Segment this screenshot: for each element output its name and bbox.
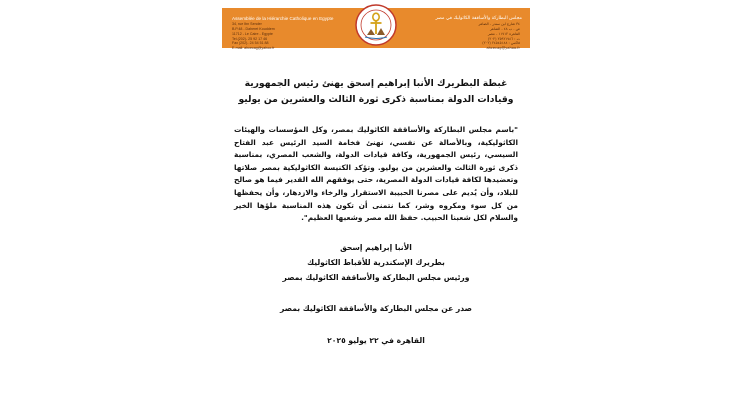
signatory-title: بطريرك الإسكندرية للأقباط الكاثوليك — [307, 258, 445, 267]
contact-line: 11712 - Le Caire - Egypte — [232, 31, 273, 36]
letterhead-name-ar: مجلس البطاركة والأساقفة الكاثوليك في مصر — [435, 16, 522, 21]
date-line: القاهرة في ٢٢ يوليو ٢٠٢٥ — [327, 336, 425, 345]
contact-line: القاهرة ١١٧١٢ - مصر — [487, 31, 520, 36]
issued-by-line: صدر عن مجلس البطاركة والأساقفة الكاثوليك بمصر — [279, 304, 473, 313]
council-seal-logo — [355, 4, 397, 46]
contact-line: فاكس : ٢٤٥٤٥١٨٨ (٢٠٢) — [482, 41, 520, 46]
contact-line: E-mail: ahcecag@yahoo.fr — [232, 46, 275, 51]
contact-line: Fax (202)- 24 54 51 88 — [232, 41, 269, 46]
signature-block — [232, 240, 520, 285]
contact-block-ar — [420, 22, 520, 51]
contact-line: ahcecag@yahoo.fr — [486, 46, 520, 51]
contact-line: Tel.(202)- 25 92 17 46 — [232, 36, 268, 41]
contact-block-en — [232, 22, 332, 51]
document-title — [232, 76, 520, 108]
title-line: وقيادات الدولة بمناسبة ذكرى ثورة الثالث والعشرين من يوليو — [238, 94, 514, 105]
contact-line: 34, rue Ibn Sender — [232, 22, 262, 26]
signatory-name: الأنبا إبراهيم إسحق — [340, 243, 412, 252]
document-page — [222, 4, 530, 396]
contact-line: ص . ب ٤٨ - الضاهر — [490, 26, 520, 31]
contact-line: ٣٤ شارع ابن سندر - الضاهر — [478, 22, 520, 26]
statement-body: "باسم مجلس البطاركة والأساقفة الكاثوليك بمصر، وكل المؤسسات والهيئات الكاثوليكية، وبالأصالة عن نفسي، نهنئ فخامة السيد الرئيس عبد الفتاح السيسي، رئيس الجمهورية، وكافة قيادات الدولة، والشعب المصري، بمناسبة ذكرى ثورة الثالث والعشرين من يوليو. وتؤكد الكنيسة الكاثوليكية بمصر صلاتها وتعضيدها لكافة قيادات الدولة المصرية، حتى يوفقهم الله القدير فيما هو صالح للبلاد، وأن يُديم على مصرنا الحبيبة الاستقرار والرخاء والازدهار، وأن يحفظها من كل سوء ومكروه وشر، كما نتمنى أن تكون هذه المناسبة ملؤها الخير والسلام لكل شعبنا الحبيب. حفظ الله مصر وشعبها العظيم". — [234, 125, 518, 223]
title-line: غبطة البطريرك الأنبا إبراهيم إسحق يهنئ رئيس الجمهورية — [244, 78, 508, 89]
contact-line: ت : ٢٥٩٢١٧٤٦ (٢٠٢) — [487, 36, 520, 41]
signatory-role: ورئيس مجلس البطاركة والأساقفة الكاثوليك بمصر — [282, 273, 470, 282]
contact-line: B.P.48 - Daheret Kouddem — [232, 26, 275, 31]
letterhead-name-en: Assemblée de la Hiérarchie Catholique en Egypte — [232, 16, 334, 21]
